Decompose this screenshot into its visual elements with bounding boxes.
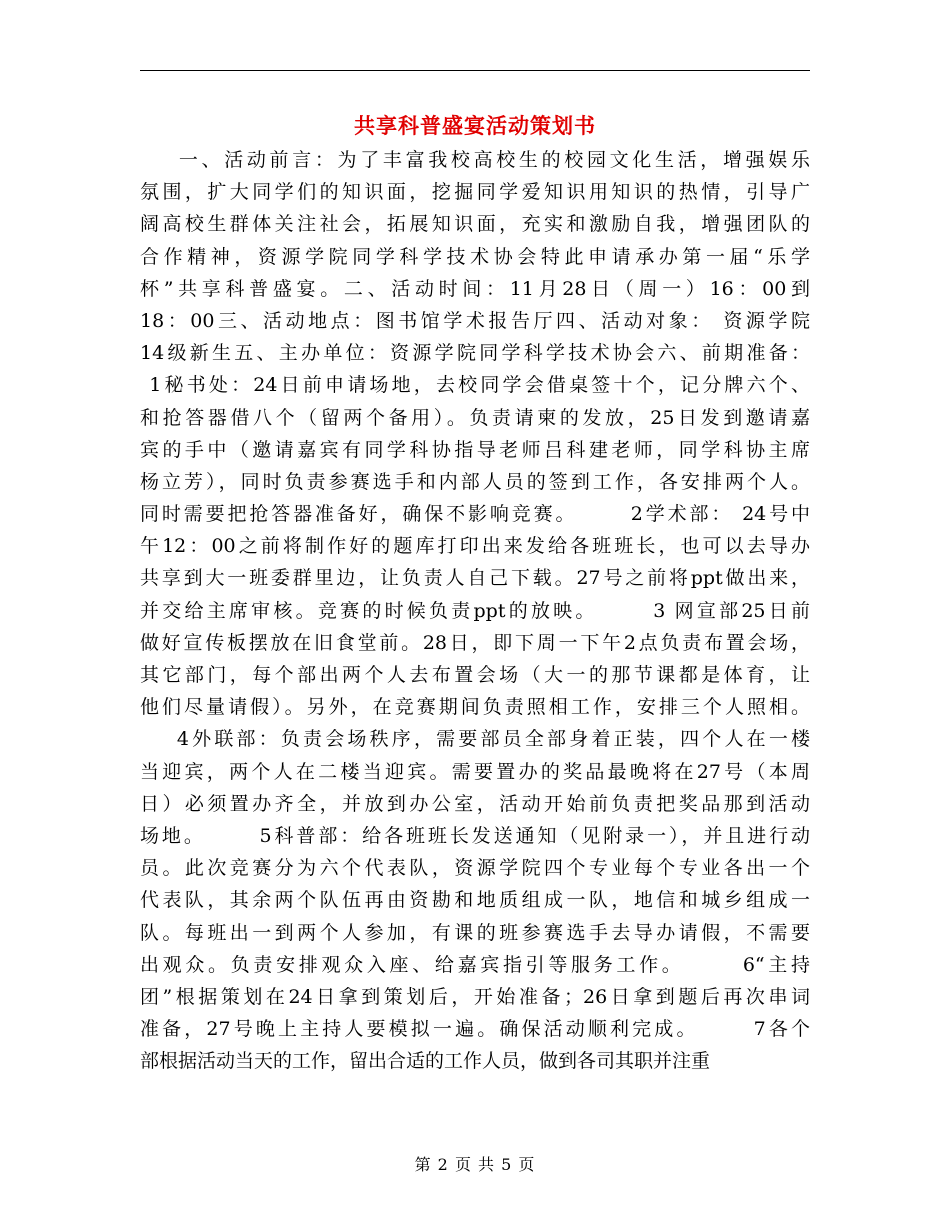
- body-line: 并交给主席审核。竞赛的时候负责ppt的放映。 3 网宣部25日前: [140, 599, 810, 622]
- body-line: 代表队，其余两个队伍再由资勘和地质组成一队，地信和城乡组成一: [140, 889, 810, 912]
- body-line: 合作精神，资源学院同学科学技术协会特此申请承办第一届“乐学: [140, 245, 810, 268]
- body-line: 14级新生五、主办单位：资源学院同学科学技术协会六、前期准备：: [140, 342, 810, 365]
- body-line: 团”根据策划在24日拿到策划后，开始准备；26日拿到题后再次串词: [140, 985, 810, 1008]
- body-line: 杯”共享科普盛宴。二、活动时间：11月28日（周一）16：00到: [140, 277, 810, 300]
- body-line: 宾的手中（邀请嘉宾有同学科协指导老师吕科建老师，同学科协主席: [140, 438, 810, 461]
- body-line: 共享到大一班委群里边，让负责人自己下载。27号之前将ppt做出来，: [140, 567, 810, 590]
- document-title: 共享科普盛宴活动策划书: [354, 113, 596, 138]
- body-line: 员。此次竞赛分为六个代表队，资源学院四个专业每个专业各出一个: [140, 857, 810, 880]
- body-line: 准备，27号晚上主持人要模拟一遍。确保活动顺利完成。 7各个: [140, 1018, 810, 1041]
- page-footer: 第 2 页 共 5 页: [414, 1155, 536, 1174]
- body-line: 氛围，扩大同学们的知识面，挖掘同学爱知识用知识的热情，引导广: [140, 181, 810, 204]
- body-line: 一、活动前言：为了丰富我校高校生的校园文化生活，增强娱乐: [140, 149, 810, 171]
- body-line: 部根据活动当天的工作，留出合适的工作人员，做到各司其职并注重: [140, 1050, 711, 1073]
- body-line: 做好宣传板摆放在旧食堂前。28日，即下周一下午2点负责布置会场，: [140, 631, 810, 654]
- body-line: 当迎宾，两个人在二楼当迎宾。需要置办的奖品最晚将在27号（本周: [140, 760, 810, 783]
- body-line: 场地。 5科普部：给各班班长发送通知（见附录一），并且进行动: [140, 824, 810, 847]
- body-line: 和抢答器借八个（留两个备用）。负责请柬的发放，25日发到邀请嘉: [140, 406, 810, 429]
- body-line: 出观众。负责安排观众入座、给嘉宾指引等服务工作。 6“主持: [140, 953, 810, 976]
- body-line: 杨立芳），同时负责参赛选手和内部人员的签到工作，各安排两个人。: [140, 470, 810, 493]
- body-line: 4外联部：负责会场秩序，需要部员全部身着正装，四个人在一楼: [140, 728, 810, 751]
- body-line: 18：00三、活动地点：图书馆学术报告厅四、活动对象： 资源学院: [140, 309, 810, 332]
- body-line: 其它部门，每个部出两个人去布置会场（大一的那节课都是体育，让: [140, 664, 810, 686]
- body-line: 队。每班出一到两个人参加，有课的班参赛选手去导办请假，不需要: [140, 921, 810, 944]
- body-line: 他们尽量请假）。另外，在竞赛期间负责照相工作，安排三个人照相。: [140, 696, 810, 719]
- body-line: 午12：00之前将制作好的题库打印出来发给各班班长，也可以去导办: [140, 535, 810, 558]
- document-body: [140, 144, 810, 1077]
- body-line: 同时需要把抢答器准备好，确保不影响竞赛。 2学术部： 24号中: [140, 503, 810, 526]
- body-line: 日）必须置办齐全，并放到办公室，活动开始前负责把奖品那到活动: [140, 792, 810, 815]
- header-rule: [140, 70, 810, 71]
- body-line: 阔高校生群体关注社会，拓展知识面，充实和激励自我，增强团队的: [140, 213, 810, 236]
- body-line: 1秘书处：24日前申请场地，去校同学会借桌签十个，记分牌六个、: [140, 374, 810, 397]
